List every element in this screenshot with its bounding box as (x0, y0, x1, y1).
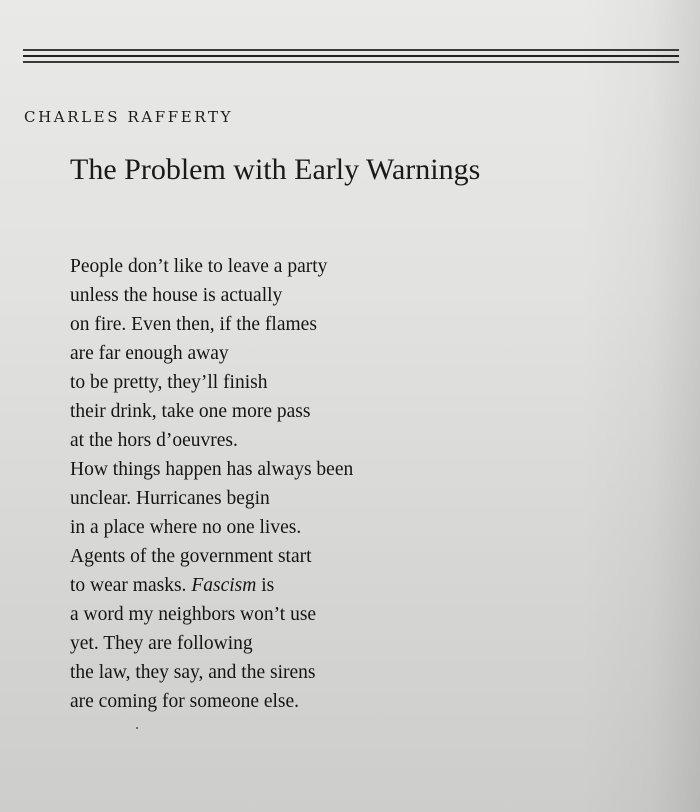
italic-word: Fascism (191, 575, 257, 596)
poem-line: their drink, take one more pass (70, 401, 311, 422)
poem-line-post: is (256, 575, 275, 596)
poem-line: How things happen has always been (70, 459, 354, 480)
poem-line: are far enough away (70, 343, 229, 364)
poem-line: a word my neighbors won’t use (70, 604, 317, 625)
poem-body (70, 252, 353, 716)
rule-line (23, 55, 679, 57)
poem-line: are coming for someone else. (70, 691, 300, 712)
author-name: CHARLES RAFFERTY (24, 108, 234, 126)
poem-line: Agents of the government start (70, 546, 312, 567)
poem-line: the law, they say, and the sirens (70, 662, 316, 683)
poem-line: on fire. Even then, if the flames (70, 314, 317, 335)
poem-title: The Problem with Early Warnings (70, 153, 481, 186)
header-triple-rule (23, 49, 679, 67)
poem-line: yet. They are following (70, 633, 253, 654)
poem-line: unclear. Hurricanes begin (70, 488, 270, 509)
poem-line: to be pretty, they’ll finish (70, 372, 268, 393)
poem-line (70, 571, 353, 600)
poem-line: in a place where no one lives. (70, 517, 302, 538)
poem-line: unless the house is actually (70, 285, 283, 306)
rule-line (23, 49, 679, 51)
page-edge-shadow (580, 0, 700, 812)
poem-line: People don’t like to leave a party (70, 256, 328, 277)
poem-line-pre: to wear masks. (70, 575, 192, 596)
poem-line: at the hors d’oeuvres. (70, 430, 238, 451)
rule-line (23, 61, 679, 63)
paper-speck (136, 727, 138, 729)
